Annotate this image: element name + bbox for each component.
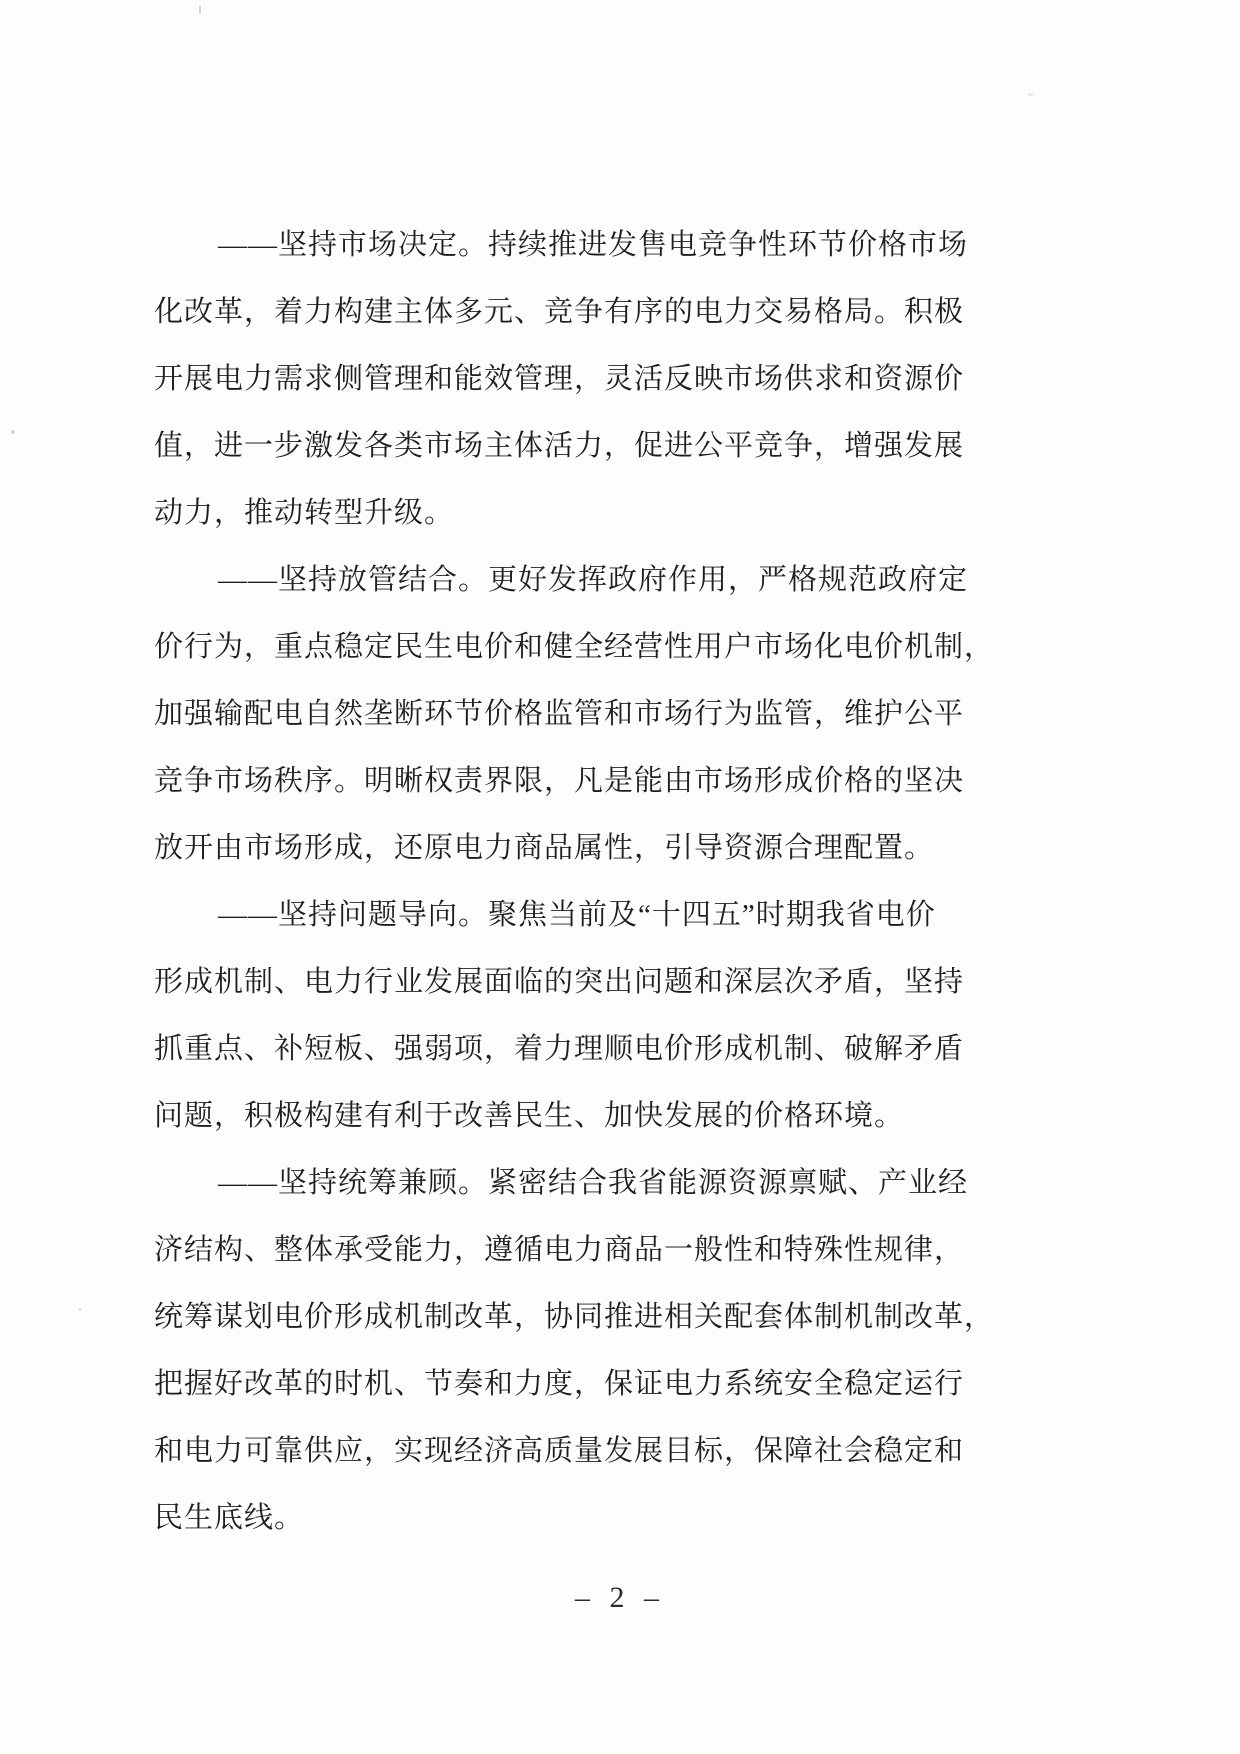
paragraph [154, 212, 974, 547]
scan-speck [78, 1308, 82, 1311]
scan-speck [11, 430, 15, 434]
text-line: 问题，积极构建有利于改善民生、加快发展的价格环境。 [154, 1100, 905, 1132]
paragraph [154, 547, 995, 882]
text-line: 形成机制、电力行业发展面临的突出问题和深层次矛盾，坚持 [154, 966, 965, 998]
page-number: – 2 – [575, 1581, 665, 1614]
text-line: 开展电力需求侧管理和能效管理，灵活反映市场供求和资源价 [154, 363, 965, 395]
text-line: 民生底线。 [154, 1502, 305, 1534]
text-line: 抓重点、补短板、强弱项，着力理顺电价形成机制、破解矛盾 [154, 1033, 965, 1065]
text-line: 动力，推动转型升级。 [154, 497, 455, 529]
text-line: 把握好改革的时机、节奏和力度，保证电力系统安全稳定运行 [154, 1368, 965, 1400]
text-line: 放开由市场形成，还原电力商品属性，引导资源合理配置。 [154, 832, 935, 864]
text-line: 值，进一步激发各类市场主体活力，促进公平竞争，增强发展 [154, 430, 965, 462]
text-line: 价行为，重点稳定民生电价和健全经营性用户市场化电价机制， [154, 631, 995, 663]
text-line: 化改革，着力构建主体多元、竞争有序的电力交易格局。积极 [154, 296, 965, 328]
text-line: ——坚持市场决定。持续推进发售电竞争性环节价格市场 [218, 229, 969, 261]
text-line: 统筹谋划电价形成机制改革，协同推进相关配套体制机制改革， [154, 1301, 995, 1333]
text-line: ——坚持统筹兼顾。紧密结合我省能源资源禀赋、产业经 [218, 1167, 969, 1199]
scan-speck [199, 5, 201, 14]
text-line: ——坚持问题导向。聚焦当前及“十四五”时期我省电价 [218, 899, 936, 931]
text-line: 加强输配电自然垄断环节价格监管和市场行为监管，维护公平 [154, 698, 965, 730]
paragraph [154, 1150, 995, 1552]
text-line: 竞争市场秩序。明晰权责界限，凡是能由市场形成价格的坚决 [154, 765, 965, 797]
scan-speck [1028, 93, 1033, 96]
text-line: 和电力可靠供应，实现经济高质量发展目标，保障社会稳定和 [154, 1435, 965, 1467]
text-line: ——坚持放管结合。更好发挥政府作用，严格规范政府定 [218, 564, 969, 596]
document-body [154, 212, 995, 1552]
text-line: 济结构、整体承受能力，遵循电力商品一般性和特殊性规律， [154, 1234, 965, 1266]
paragraph [154, 882, 974, 1150]
